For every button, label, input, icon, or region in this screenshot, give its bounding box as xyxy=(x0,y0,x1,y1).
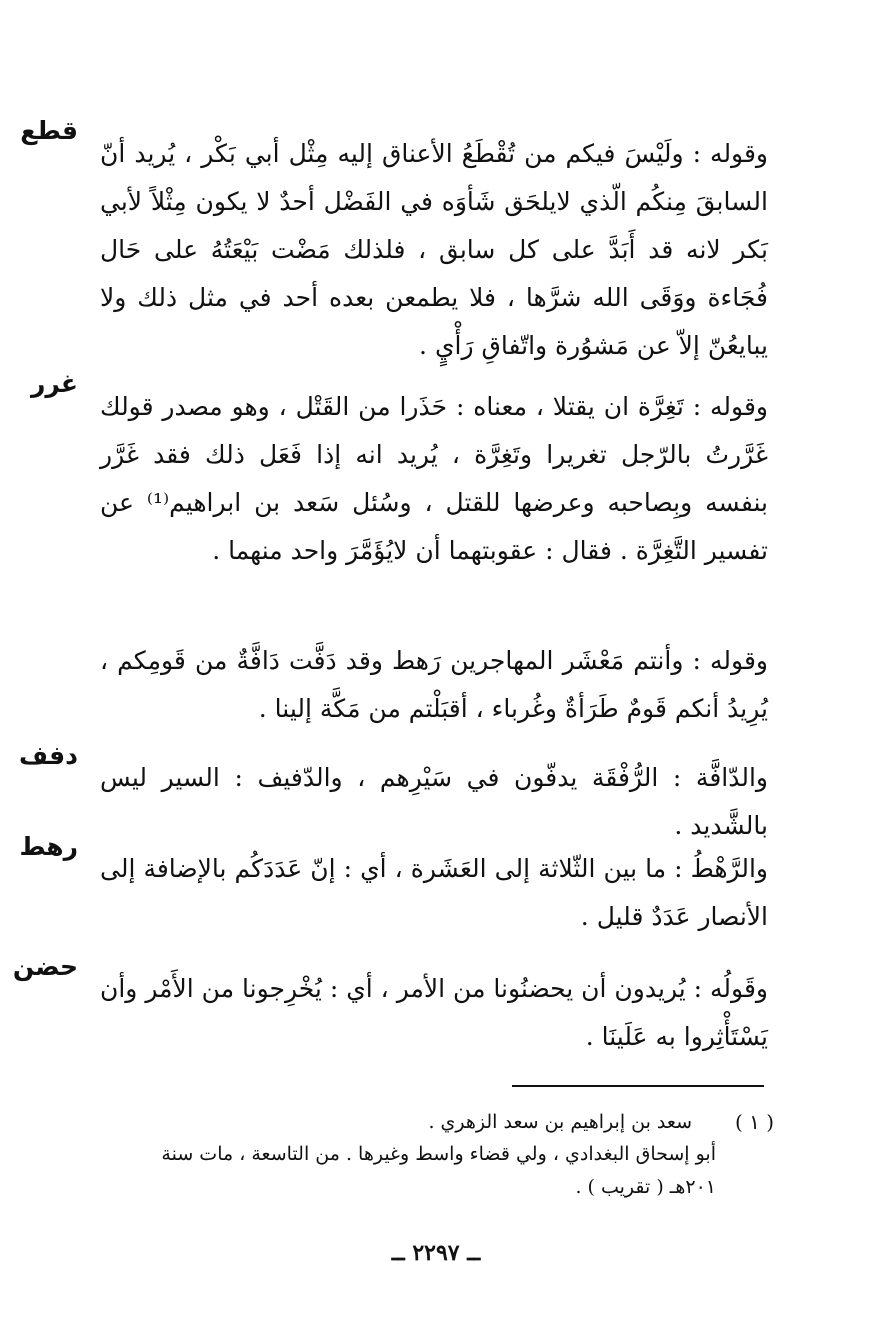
paragraph-rahat-context: وقوله : وأنتم مَعْشَر المهاجرين رَهط وقد دَفَّت دَافَّةٌ من قَومِكم ، يُرِيدُ أنكم قَومٌ طَرَأةٌ وغُرباء ، أقبَلْتم من مَكَّة إلينا . xyxy=(100,646,768,723)
footnote-line: سعد بن إبراهيم بن سعد الزهري . xyxy=(428,1111,692,1133)
root-keyword-rahat: رهط xyxy=(19,832,78,861)
paragraph-rahat: والرَّهْطُ : ما بين الثّلاثة إلى العَشَرة ، أي : إنّ عَدَدَكُم بالإضافة إلى الأنصار عَدَدٌ قليل . xyxy=(100,854,768,931)
root-keyword-dafaf: دفف xyxy=(19,741,78,770)
root-keyword-hadan: حضن xyxy=(12,952,78,981)
footnote-separator xyxy=(512,1085,764,1087)
paragraph-hadan: وقَولُه : يُريدون أن يحضنُونا من الأمر ، أي : يُخْرِجونا من الأَمْر وأن يَسْتَأْثِروا به عَلَينَا . xyxy=(100,974,768,1051)
paragraph-gharar: وقوله : تَغِرَّة ان يقتلا ، معناه : حَذَرا من القَتْل ، وهو مصدر قولك غَرَّرتُ بالرّجل تغريرا وتَغِرَّة ، يُريد انه إذا فَعَل ذلك فقد غَرَّر بنفسه وبِصاحبه وعرضها للقتل ، وسُئل سَعد بن ابراهيم⁽¹⁾ عن تفسير التَّغِرَّة . فقال : عقوبتهما أن لايُؤَمَّرَ واحد منهما . xyxy=(100,392,768,565)
page-number: ــ ٢٢٩٧ ــ xyxy=(391,1240,481,1266)
footnote-marker: ( ١ ) xyxy=(735,1110,775,1134)
root-keyword-qata: قطع xyxy=(20,116,78,145)
paragraph-qata: وقوله : ولَيْسَ فيكم من تُقْطَعُ الأعناق إليه مِثْل أبي بَكْر ، يُريد أنّ السابقَ مِنكُم الّذي لايلحَق شَأوَه في الفَضْل أحدٌ لا يكون مِثْلاً لأبي بَكر لانه قد أَبَدَّ على كل سابق ، فلذلك مَضْت بَيْعَتُهُ على حَال فُجَاءة ووَقَى الله شرَّها ، فلا يطمعن بعده أحد في مثل ذلك ولا يبايعُنّ إلاّ عن مَشوُرة واتّفاقِ رَأْيٍ . xyxy=(100,139,768,360)
footnote-line: ٢٠١هـ ( تقريب ) . xyxy=(575,1176,716,1198)
footnote-line: أبو إسحاق البغدادي ، ولي قضاء واسط وغيرها . من التاسعة ، مات سنة xyxy=(161,1143,716,1165)
root-keyword-gharar: غرر xyxy=(30,369,78,398)
paragraph-dafaf: والدّافَّة : الرُّفْقَة يدفّون في سَيْرِهم ، والدّفيف : السير ليس بالشَّديد . xyxy=(100,763,768,840)
